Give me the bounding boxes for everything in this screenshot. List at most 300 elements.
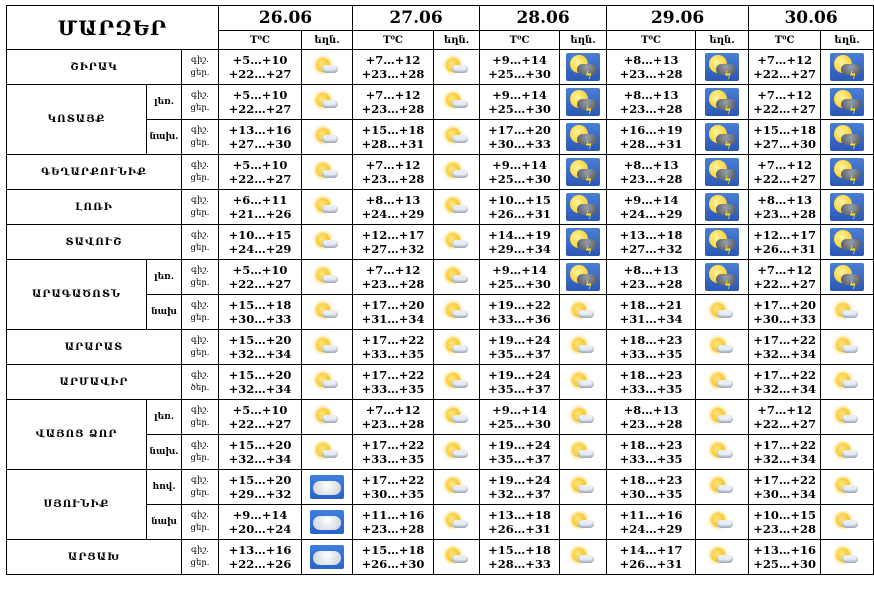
temperature-cell (749, 435, 821, 470)
night-temp: +10…+15 (488, 193, 551, 207)
temperature-cell (607, 470, 696, 505)
night-temp: +15…+18 (361, 123, 425, 137)
temperature-cell (219, 155, 302, 190)
day-temp: +22…+27 (753, 102, 816, 116)
day-temp: +22…+27 (753, 172, 816, 186)
night-temp: +15…+18 (228, 298, 292, 312)
night-temp: +18…+23 (619, 473, 683, 487)
time-of-day-label (182, 85, 219, 120)
weather-cell (821, 470, 874, 505)
weather-header: եղն. (696, 31, 749, 50)
night-label: գիշ. (191, 440, 209, 450)
time-of-day-label (182, 50, 219, 85)
weather-cell (696, 330, 749, 365)
night-temp: +10…+15 (228, 228, 292, 242)
sun-partly-cloudy-icon (709, 547, 735, 567)
time-of-day-label (182, 295, 219, 330)
temperature-cell (749, 540, 821, 575)
table-row (7, 50, 874, 85)
sun-partly-cloudy-icon (314, 302, 340, 322)
thunderstorm-icon: ϟ (830, 88, 864, 116)
weather-cell (434, 85, 480, 120)
weather-cell (696, 190, 749, 225)
thunderstorm-icon: ϟ (705, 158, 739, 186)
sun-partly-cloudy-icon (444, 57, 470, 77)
night-temp: +13…+16 (228, 123, 292, 137)
day-temp: +32…+37 (488, 487, 551, 501)
day-label: ցեր. (190, 208, 210, 218)
temperature-cell (480, 155, 560, 190)
thunderstorm-icon: ϟ (830, 123, 864, 151)
weather-cell (696, 295, 749, 330)
temperature-cell (219, 470, 302, 505)
sub-region-label: լեռ. (147, 260, 182, 295)
day-temp: +22…+27 (753, 417, 816, 431)
sun-partly-cloudy-icon (570, 407, 596, 427)
temperature-cell (749, 120, 821, 155)
day-temp: +26…+31 (753, 242, 816, 256)
day-temp: +24…+29 (619, 207, 683, 221)
day-temp: +27…+32 (619, 242, 683, 256)
temperature-cell (353, 85, 434, 120)
night-temp: +17…+22 (361, 333, 425, 347)
sun-partly-cloudy-icon (570, 372, 596, 392)
night-temp: +17…+22 (361, 438, 425, 452)
night-label: գիշ. (191, 370, 209, 380)
night-temp: +17…+20 (361, 298, 425, 312)
night-temp: +15…+20 (228, 368, 292, 382)
night-temp: +13…+18 (488, 508, 551, 522)
weather-cell (696, 540, 749, 575)
day-temp: +35…+37 (488, 382, 551, 396)
weather-cell (696, 505, 749, 540)
sun-partly-cloudy-icon (444, 127, 470, 147)
weather-header: եղն. (821, 31, 874, 50)
temperature-cell (607, 295, 696, 330)
day-label: ցեր. (190, 243, 210, 253)
day-temp: +24…+29 (361, 207, 425, 221)
weather-cell (560, 330, 607, 365)
night-temp: +15…+20 (228, 333, 292, 347)
day-temp: +23…+28 (361, 67, 425, 81)
temperature-cell (480, 295, 560, 330)
table-row (7, 330, 874, 365)
night-temp: +7…+12 (757, 158, 812, 172)
date-header-4: 29.06 (607, 6, 749, 31)
weather-cell (821, 435, 874, 470)
table-row (7, 365, 874, 400)
weather-cell (560, 540, 607, 575)
temperature-cell (607, 435, 696, 470)
day-temp: +23…+28 (361, 417, 425, 431)
night-temp: +7…+12 (365, 53, 421, 67)
thunderstorm-icon: ϟ (566, 193, 600, 221)
sun-partly-cloudy-icon (709, 337, 735, 357)
weather-cell (696, 260, 749, 295)
night-temp: +14…+19 (488, 228, 551, 242)
weather-cell (696, 155, 749, 190)
temperature-cell (749, 330, 821, 365)
sun-partly-cloudy-icon (314, 267, 340, 287)
thunderstorm-icon: ϟ (830, 263, 864, 291)
night-temp: +19…+24 (488, 438, 551, 452)
day-label: ցեր. (190, 68, 210, 78)
temperature-cell (749, 295, 821, 330)
sun-partly-cloudy-icon (834, 477, 860, 497)
night-temp: +7…+12 (365, 403, 421, 417)
temperature-cell (219, 365, 302, 400)
temperature-cell (607, 505, 696, 540)
night-temp: +15…+20 (228, 438, 292, 452)
time-of-day-label (182, 155, 219, 190)
day-temp: +20…+24 (228, 522, 292, 536)
date-header-5: 30.06 (749, 6, 874, 31)
table-row (7, 190, 874, 225)
night-label: գիշ. (191, 90, 209, 100)
night-temp: +18…+21 (619, 298, 683, 312)
night-temp: +7…+12 (365, 263, 421, 277)
day-temp: +25…+30 (488, 172, 551, 186)
temperature-cell (607, 50, 696, 85)
weather-cell (302, 50, 353, 85)
temp-header: T⁰C (749, 31, 821, 50)
night-temp: +8…+13 (365, 193, 421, 207)
thunderstorm-icon: ϟ (705, 228, 739, 256)
thunderstorm-icon: ϟ (830, 53, 864, 81)
sun-partly-cloudy-icon (444, 477, 470, 497)
weather-cell (302, 120, 353, 155)
temperature-cell (480, 85, 560, 120)
temperature-cell (219, 225, 302, 260)
sub-region-label: հով. (147, 470, 182, 505)
table-row (7, 400, 874, 435)
weather-cell (434, 190, 480, 225)
time-of-day-label (182, 470, 219, 505)
night-temp: +8…+13 (623, 158, 679, 172)
table-row (7, 85, 874, 120)
temperature-cell (480, 50, 560, 85)
sun-partly-cloudy-icon (570, 302, 596, 322)
cloudy-icon (310, 510, 344, 534)
day-label: ցեր. (190, 173, 210, 183)
day-temp: +25…+30 (488, 102, 551, 116)
night-temp: +13…+16 (753, 543, 816, 557)
day-temp: +35…+37 (488, 347, 551, 361)
night-temp: +17…+22 (753, 473, 816, 487)
night-temp: +17…+22 (753, 438, 816, 452)
temperature-cell (749, 365, 821, 400)
night-temp: +5…+10 (232, 158, 288, 172)
day-temp: +29…+32 (228, 487, 292, 501)
sub-region-label: նախ. (147, 435, 182, 470)
temperature-cell (480, 190, 560, 225)
temperature-cell (353, 190, 434, 225)
day-temp: +22…+27 (228, 67, 292, 81)
weather-cell (560, 435, 607, 470)
region-name: ՏԱՎՈՒՇ (7, 225, 182, 260)
temp-header: T⁰C (219, 31, 302, 50)
day-label: ցեր. (190, 418, 210, 428)
sun-partly-cloudy-icon (709, 477, 735, 497)
day-temp: +33…+35 (619, 382, 683, 396)
sun-partly-cloudy-icon (709, 442, 735, 462)
night-temp: +9…+14 (492, 263, 547, 277)
temperature-cell (353, 260, 434, 295)
thunderstorm-icon: ϟ (705, 193, 739, 221)
region-name: ԼՈՌԻ (7, 190, 182, 225)
temperature-cell (480, 435, 560, 470)
day-temp: +25…+30 (753, 557, 816, 571)
sun-partly-cloudy-icon (314, 197, 340, 217)
day-temp: +23…+28 (619, 417, 683, 431)
day-temp: +32…+34 (228, 382, 292, 396)
temperature-cell (607, 260, 696, 295)
night-label: գիշ. (191, 510, 209, 520)
night-temp: +12…+17 (753, 228, 816, 242)
night-temp: +7…+12 (757, 53, 812, 67)
night-temp: +13…+16 (228, 543, 292, 557)
time-of-day-label (182, 260, 219, 295)
weather-header: եղն. (560, 31, 607, 50)
weather-cell (821, 155, 874, 190)
temperature-cell (607, 225, 696, 260)
day-temp: +32…+34 (228, 347, 292, 361)
day-temp: +30…+35 (361, 487, 425, 501)
weather-cell (560, 85, 607, 120)
temperature-cell (607, 365, 696, 400)
night-temp: +15…+20 (228, 473, 292, 487)
weather-cell (696, 50, 749, 85)
night-temp: +19…+22 (488, 298, 551, 312)
weather-cell (821, 365, 874, 400)
day-temp: +33…+35 (361, 382, 425, 396)
thunderstorm-icon: ϟ (830, 158, 864, 186)
weather-cell (560, 225, 607, 260)
forecast-table (6, 5, 874, 575)
temperature-cell (607, 540, 696, 575)
day-temp: +22…+27 (228, 277, 292, 291)
temperature-cell (480, 540, 560, 575)
table-row (7, 470, 874, 505)
night-temp: +5…+10 (232, 53, 288, 67)
day-temp: +30…+33 (228, 312, 292, 326)
night-temp: +9…+14 (623, 193, 679, 207)
day-temp: +30…+34 (753, 487, 816, 501)
time-of-day-label (182, 505, 219, 540)
temperature-cell (749, 225, 821, 260)
region-name: ԱՐԱԳԱԾՈՏՆ (7, 260, 147, 330)
weather-cell (434, 470, 480, 505)
sun-partly-cloudy-icon (314, 407, 340, 427)
weather-cell (434, 120, 480, 155)
day-temp: +30…+33 (488, 137, 551, 151)
day-temp: +33…+35 (361, 452, 425, 466)
weather-cell (696, 435, 749, 470)
weather-cell (434, 225, 480, 260)
weather-cell (821, 260, 874, 295)
day-label: ցեր. (190, 488, 210, 498)
day-temp: +22…+27 (753, 277, 816, 291)
day-temp: +23…+28 (361, 102, 425, 116)
sun-partly-cloudy-icon (314, 337, 340, 357)
day-temp: +22…+26 (228, 557, 292, 571)
sun-partly-cloudy-icon (444, 442, 470, 462)
day-temp: +23…+28 (619, 172, 683, 186)
weather-cell (302, 540, 353, 575)
sun-partly-cloudy-icon (314, 92, 340, 112)
night-label: գիշ. (191, 230, 209, 240)
temperature-cell (480, 330, 560, 365)
day-temp: +27…+30 (228, 137, 292, 151)
temperature-cell (749, 50, 821, 85)
temperature-cell (353, 470, 434, 505)
weather-cell (302, 225, 353, 260)
sun-partly-cloudy-icon (834, 512, 860, 532)
day-temp: +24…+29 (228, 242, 292, 256)
temperature-cell (353, 365, 434, 400)
weather-cell (434, 155, 480, 190)
night-temp: +9…+14 (492, 158, 547, 172)
weather-cell (434, 400, 480, 435)
day-temp: +33…+35 (619, 347, 683, 361)
sun-partly-cloudy-icon (570, 512, 596, 532)
night-temp: +18…+23 (619, 438, 683, 452)
night-temp: +14…+17 (619, 543, 683, 557)
temperature-cell (480, 505, 560, 540)
weather-cell (696, 120, 749, 155)
night-temp: +8…+13 (757, 193, 812, 207)
sun-partly-cloudy-icon (834, 442, 860, 462)
temperature-cell (749, 505, 821, 540)
temperature-cell (607, 400, 696, 435)
weather-cell (434, 435, 480, 470)
temperature-cell (219, 540, 302, 575)
night-temp: +5…+10 (232, 403, 288, 417)
day-temp: +32…+34 (753, 347, 816, 361)
temperature-cell (480, 400, 560, 435)
night-temp: +11…+16 (619, 508, 683, 522)
weather-cell (302, 85, 353, 120)
day-temp: +32…+34 (753, 452, 816, 466)
night-temp: +18…+23 (619, 333, 683, 347)
sub-region-label: լեռ. (147, 400, 182, 435)
day-label: ցեր. (190, 523, 210, 533)
table-row (7, 540, 874, 575)
temperature-cell (480, 225, 560, 260)
temperature-cell (219, 400, 302, 435)
night-temp: +9…+14 (492, 403, 547, 417)
day-temp: +28…+33 (488, 557, 551, 571)
night-temp: +5…+10 (232, 263, 288, 277)
region-name: ԿՈՏԱՅՔ (7, 85, 147, 155)
sun-partly-cloudy-icon (444, 512, 470, 532)
region-name: ԱՐԱՐԱՏ (7, 330, 182, 365)
day-temp: +23…+28 (361, 172, 425, 186)
temperature-cell (353, 120, 434, 155)
night-label: գիշ. (191, 265, 209, 275)
night-temp: +8…+13 (623, 263, 679, 277)
cloudy-icon (310, 545, 344, 569)
thunderstorm-icon: ϟ (705, 263, 739, 291)
temperature-cell (480, 120, 560, 155)
sun-partly-cloudy-icon (709, 372, 735, 392)
sub-region-label: նախ (147, 505, 182, 540)
day-temp: +25…+30 (488, 67, 551, 81)
weather-cell (821, 505, 874, 540)
weather-cell (302, 260, 353, 295)
weather-cell (560, 295, 607, 330)
day-temp: +35…+37 (488, 452, 551, 466)
weather-cell (821, 85, 874, 120)
day-label: ցեր. (190, 138, 210, 148)
thunderstorm-icon: ϟ (705, 53, 739, 81)
night-temp: +10…+15 (753, 508, 816, 522)
weather-cell (821, 330, 874, 365)
day-temp: +33…+35 (619, 452, 683, 466)
weather-cell (560, 505, 607, 540)
day-temp: +23…+28 (619, 102, 683, 116)
time-of-day-label (182, 120, 219, 155)
temperature-cell (607, 190, 696, 225)
night-temp: +15…+18 (361, 543, 425, 557)
night-label: գիշ. (191, 335, 209, 345)
night-label: գիշ. (191, 545, 209, 555)
time-of-day-label (182, 190, 219, 225)
sun-partly-cloudy-icon (314, 162, 340, 182)
weather-cell (821, 400, 874, 435)
temp-header: T⁰C (480, 31, 560, 50)
weather-cell (302, 505, 353, 540)
weather-cell (560, 190, 607, 225)
temperature-cell (353, 435, 434, 470)
night-temp: +8…+13 (623, 403, 679, 417)
night-temp: +7…+12 (365, 158, 421, 172)
temperature-cell (607, 330, 696, 365)
weather-cell (696, 365, 749, 400)
night-temp: +9…+14 (492, 88, 547, 102)
temperature-cell (749, 190, 821, 225)
weather-cell (821, 225, 874, 260)
temperature-cell (353, 50, 434, 85)
day-temp: +23…+28 (361, 522, 425, 536)
night-temp: +17…+22 (361, 368, 425, 382)
sun-partly-cloudy-icon (709, 302, 735, 322)
weather-header: եղն. (434, 31, 480, 50)
weather-cell (560, 50, 607, 85)
night-temp: +17…+22 (361, 473, 425, 487)
night-temp: +5…+10 (232, 88, 288, 102)
weather-cell (302, 155, 353, 190)
sub-region-label: նախ (147, 295, 182, 330)
sub-region-label: լեռ. (147, 85, 182, 120)
time-of-day-label (182, 400, 219, 435)
thunderstorm-icon: ϟ (705, 123, 739, 151)
day-temp: +23…+28 (361, 277, 425, 291)
day-temp: +23…+28 (753, 207, 816, 221)
thunderstorm-icon: ϟ (705, 88, 739, 116)
night-label: գիշ. (191, 160, 209, 170)
temperature-cell (219, 120, 302, 155)
temperature-cell (353, 225, 434, 260)
night-temp: +15…+18 (753, 123, 816, 137)
weather-cell (696, 470, 749, 505)
weather-cell (302, 365, 353, 400)
temperature-cell (219, 505, 302, 540)
day-label: ցեր. (190, 558, 210, 568)
day-temp: +28…+31 (361, 137, 425, 151)
thunderstorm-icon: ϟ (566, 88, 600, 116)
day-label: ցեր. (190, 278, 210, 288)
